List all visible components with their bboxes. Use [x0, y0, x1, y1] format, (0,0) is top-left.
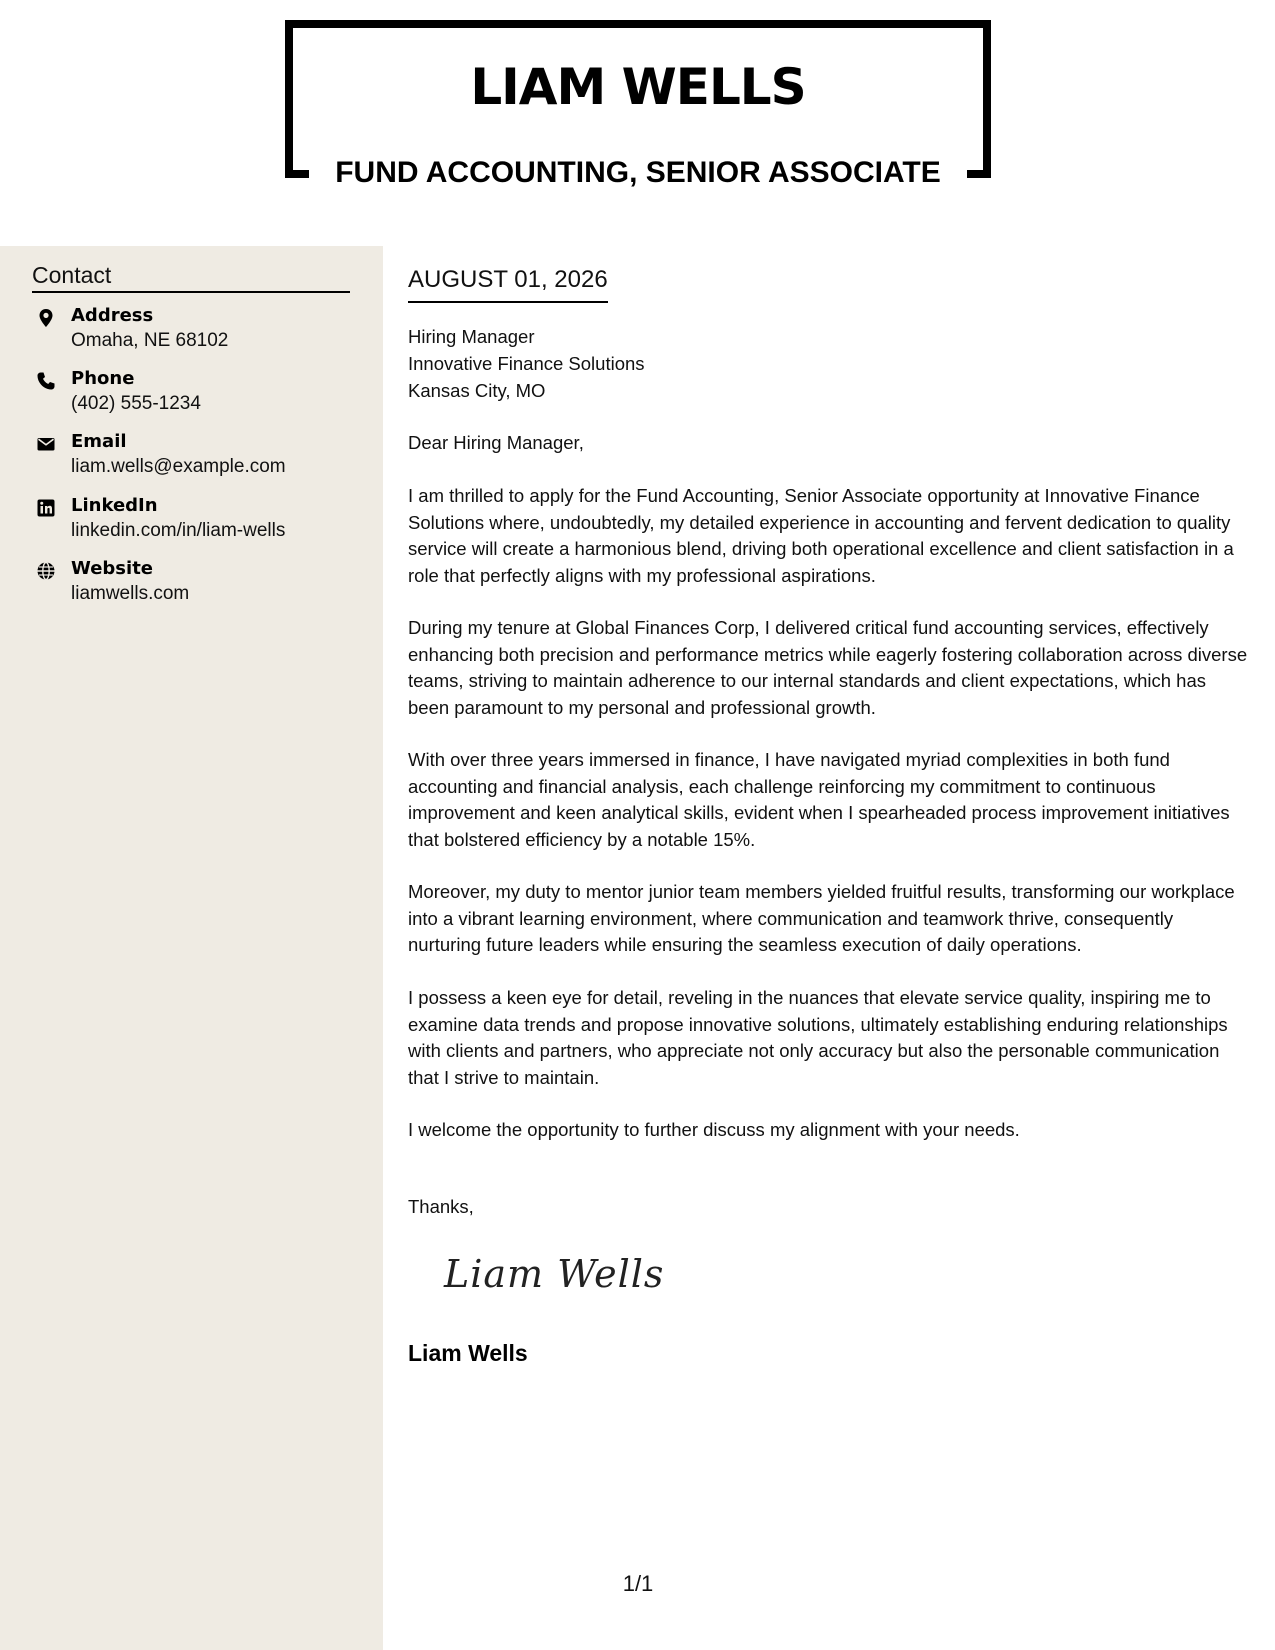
applicant-name: LIAM WELLS [470, 58, 806, 116]
letter-paragraph: Moreover, my duty to mentor junior team members yielded fruitful results, transforming our workplace into a vibrant learning environment, where communication and teamwork thrive, consequently nurturing future leaders while ensuring the seamless execution of daily operations. [408, 881, 1235, 955]
recipient-block [408, 323, 1208, 404]
website-value: liamwells.com [71, 583, 190, 604]
linkedin-value: linkedin.com/in/liam-wells [71, 520, 286, 541]
globe-icon [36, 561, 56, 581]
greeting: Dear Hiring Manager, [408, 432, 584, 453]
contact-address [32, 304, 372, 356]
phone-icon [36, 371, 56, 391]
frame-corner-left [285, 170, 309, 178]
letter-paragraph: I possess a keen eye for detail, reveling in the nuances that elevate service quality, inspiring me to examine data trends and propose innovative solutions, ultimately establishing enduring relationships with clients and partners, who appreciate not only accuracy but also the personable communication that I strive to maintain. [408, 987, 1228, 1088]
letter-paragraph: With over three years immersed in finance, I have navigated myriad complexities in both fund accounting and financial analysis, each challenge reinforcing my commitment to continuous improvement and keen analytical skills, evident when I spearheaded process improvement initiatives that bolstered efficiency by a notable 15%. [408, 749, 1230, 850]
contact-label: Address [71, 305, 154, 326]
contact-linkedin [32, 494, 372, 546]
contact-label: Phone [71, 368, 135, 389]
page-number: 1/1 [622, 1571, 654, 1596]
letter-paragraph: I am thrilled to apply for the Fund Accounting, Senior Associate opportunity at Innovative Finance Solutions where, undoubtedly, my detailed experience in accounting and fervent dedication to quality service will create a harmonious blend, driving both operational excellence and client satisfaction in a role that perfectly aligns with my professional aspirations. [408, 485, 1234, 586]
signer-name: Liam Wells [408, 1340, 528, 1366]
recipient-line: Innovative Finance Solutions [408, 353, 645, 374]
contact-website [32, 557, 372, 609]
handwritten-signature: Liam Wells [444, 1252, 665, 1296]
letter-paragraph: I welcome the opportunity to further discuss my alignment with your needs. [408, 1119, 1020, 1140]
contact-phone [32, 367, 372, 419]
contact-heading: Contact [32, 261, 350, 293]
closing: Thanks, [408, 1196, 474, 1217]
linkedin-icon [36, 498, 56, 518]
job-title: FUND ACCOUNTING, SENIOR ASSOCIATE [325, 153, 951, 193]
email-value: liam.wells@example.com [71, 456, 286, 477]
phone-value: (402) 555-1234 [71, 393, 201, 414]
address-value: Omaha, NE 68102 [71, 330, 229, 351]
recipient-line: Hiring Manager [408, 326, 535, 347]
envelope-icon [36, 434, 56, 454]
contact-email [32, 430, 372, 482]
contact-label: Email [71, 431, 127, 452]
contact-label: Website [71, 558, 154, 579]
letter-date: AUGUST 01, 2026 [408, 265, 608, 303]
map-pin-icon [36, 308, 56, 328]
frame-corner-right [967, 170, 991, 178]
recipient-line: Kansas City, MO [408, 380, 546, 401]
contact-label: LinkedIn [71, 495, 158, 516]
letter-paragraph: During my tenure at Global Finances Corp, I delivered critical fund accounting services, effectively enhancing both precision and performance metrics while eagerly fostering collaboration across diverse teams, striving to maintain adherence to our internal standards and client expectations, which has been paramount to my personal and professional growth. [408, 617, 1248, 718]
